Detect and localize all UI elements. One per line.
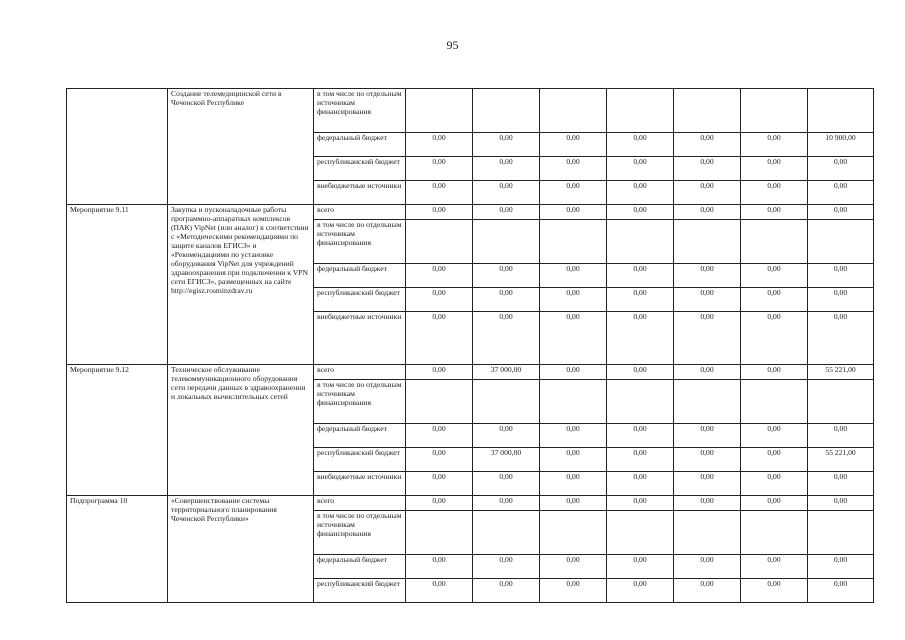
amount-cell: 0,00 [540, 365, 607, 380]
amount-cell: 0,00 [473, 181, 540, 205]
amount-cell: 0,00 [674, 157, 741, 181]
amount-cell: 0,00 [741, 496, 808, 511]
amount-cell: 0,00 [473, 472, 540, 496]
amount-cell: 0,00 [674, 365, 741, 380]
amount-cell: 0,00 [607, 181, 674, 205]
funding-source-cell: всего [314, 496, 406, 511]
amount-cell: 0,00 [406, 496, 473, 511]
amount-cell [674, 89, 741, 133]
page-number: 95 [446, 38, 459, 52]
amount-cell: 0,00 [473, 579, 540, 603]
table-row [67, 496, 874, 511]
amount-cell [406, 511, 473, 555]
amount-cell: 0,00 [741, 181, 808, 205]
amount-cell: 0,00 [473, 312, 540, 365]
amount-cell: 0,00 [473, 133, 540, 157]
amount-cell: 0,00 [808, 424, 874, 448]
amount-cell: 0,00 [540, 133, 607, 157]
amount-cell: 0,00 [674, 579, 741, 603]
amount-cell: 0,00 [808, 205, 874, 220]
amount-cell [607, 220, 674, 264]
program-name-cell: Закупка и пусконаладочные работы программно-аппаратных комплексов (ПАК) VipNet (или аналог) в соответствии с «Методическими рекомендациями по защите каналов ЕГИСЗ» и «Рекомендациями по установке оборудования VipNet для учреждений здравоохранения при подключении к VPN сети ЕГИСЗ», размещенных на сайте http://egisz.rosminzdrav.ru [168, 205, 314, 365]
amount-cell: 0,00 [741, 472, 808, 496]
amount-cell: 0,00 [406, 365, 473, 380]
amount-cell: 0,00 [741, 555, 808, 579]
amount-cell: 0,00 [540, 264, 607, 288]
amount-cell: 0,00 [607, 157, 674, 181]
amount-cell: 0,00 [741, 424, 808, 448]
amount-cell [406, 89, 473, 133]
amount-cell [674, 511, 741, 555]
amount-cell: 0,00 [540, 472, 607, 496]
amount-cell [473, 380, 540, 424]
amount-cell: 0,00 [674, 133, 741, 157]
amount-cell: 0,00 [607, 312, 674, 365]
amount-cell: 0,00 [674, 181, 741, 205]
amount-cell: 0,00 [607, 448, 674, 472]
amount-cell [741, 511, 808, 555]
funding-source-cell: федеральный бюджет [314, 133, 406, 157]
amount-cell: 0,00 [607, 496, 674, 511]
amount-cell: 0,00 [406, 205, 473, 220]
budget-table [66, 88, 874, 603]
amount-cell [607, 89, 674, 133]
amount-cell: 0,00 [808, 496, 874, 511]
table-row [67, 365, 874, 380]
amount-cell: 0,00 [674, 448, 741, 472]
amount-cell [741, 380, 808, 424]
amount-cell [607, 380, 674, 424]
program-name-cell: Создание телемедицинской сети в Чеченской Республике [168, 89, 314, 205]
amount-cell: 0,00 [808, 312, 874, 365]
funding-source-cell: республиканский бюджет [314, 448, 406, 472]
amount-cell: 0,00 [473, 288, 540, 312]
amount-cell: 0,00 [674, 555, 741, 579]
amount-cell: 0,00 [607, 205, 674, 220]
funding-source-cell: федеральный бюджет [314, 424, 406, 448]
amount-cell: 0,00 [607, 472, 674, 496]
amount-cell: 10 900,00 [808, 133, 874, 157]
amount-cell: 0,00 [674, 496, 741, 511]
amount-cell: 0,00 [406, 133, 473, 157]
funding-source-cell: в том числе по отдельным источникам финансирования [314, 220, 406, 264]
program-code-cell: Подпрограмма 10 [67, 496, 168, 603]
amount-cell: 55 221,00 [808, 365, 874, 380]
amount-cell: 0,00 [741, 264, 808, 288]
amount-cell [473, 511, 540, 555]
amount-cell: 0,00 [540, 496, 607, 511]
amount-cell: 0,00 [674, 288, 741, 312]
funding-source-cell: внебюджетные источники [314, 312, 406, 365]
amount-cell: 0,00 [406, 555, 473, 579]
amount-cell: 0,00 [607, 424, 674, 448]
amount-cell: 0,00 [473, 205, 540, 220]
program-code-cell: Мероприятие 9.12 [67, 365, 168, 496]
amount-cell: 0,00 [473, 264, 540, 288]
amount-cell: 0,00 [808, 472, 874, 496]
amount-cell: 0,00 [406, 181, 473, 205]
amount-cell: 0,00 [808, 181, 874, 205]
program-code-cell [67, 89, 168, 205]
funding-source-cell: республиканский бюджет [314, 579, 406, 603]
amount-cell: 0,00 [607, 133, 674, 157]
amount-cell [540, 89, 607, 133]
amount-cell [473, 220, 540, 264]
funding-source-cell: всего [314, 365, 406, 380]
amount-cell: 0,00 [674, 205, 741, 220]
amount-cell: 37 000,00 [473, 365, 540, 380]
amount-cell: 0,00 [674, 264, 741, 288]
amount-cell: 0,00 [808, 157, 874, 181]
amount-cell: 0,00 [741, 365, 808, 380]
amount-cell: 0,00 [674, 424, 741, 448]
amount-cell: 0,00 [808, 288, 874, 312]
amount-cell: 0,00 [540, 157, 607, 181]
amount-cell: 0,00 [741, 288, 808, 312]
amount-cell: 0,00 [607, 264, 674, 288]
amount-cell: 55 221,00 [808, 448, 874, 472]
amount-cell: 0,00 [406, 424, 473, 448]
amount-cell [607, 511, 674, 555]
amount-cell [406, 220, 473, 264]
amount-cell: 0,00 [540, 555, 607, 579]
amount-cell [674, 380, 741, 424]
amount-cell: 0,00 [406, 312, 473, 365]
amount-cell: 0,00 [540, 312, 607, 365]
amount-cell: 0,00 [741, 312, 808, 365]
amount-cell: 0,00 [607, 288, 674, 312]
amount-cell: 0,00 [741, 133, 808, 157]
amount-cell: 0,00 [406, 264, 473, 288]
amount-cell: 0,00 [808, 579, 874, 603]
funding-source-cell: федеральный бюджет [314, 555, 406, 579]
amount-cell: 0,00 [406, 579, 473, 603]
funding-source-cell: республиканский бюджет [314, 157, 406, 181]
amount-cell: 0,00 [540, 424, 607, 448]
funding-source-cell: в том числе по отдельным источникам финансирования [314, 89, 406, 133]
amount-cell: 0,00 [674, 472, 741, 496]
amount-cell [540, 220, 607, 264]
amount-cell [808, 380, 874, 424]
amount-cell: 0,00 [540, 288, 607, 312]
amount-cell [808, 220, 874, 264]
amount-cell: 0,00 [473, 424, 540, 448]
funding-source-cell: федеральный бюджет [314, 264, 406, 288]
amount-cell: 0,00 [540, 448, 607, 472]
amount-cell [808, 89, 874, 133]
table-row [67, 89, 874, 133]
amount-cell: 0,00 [540, 579, 607, 603]
amount-cell: 0,00 [808, 555, 874, 579]
table-row [67, 205, 874, 220]
amount-cell [473, 89, 540, 133]
funding-source-cell: республиканский бюджет [314, 288, 406, 312]
amount-cell: 0,00 [406, 288, 473, 312]
amount-cell: 0,00 [473, 157, 540, 181]
program-name-cell: «Совершенствование системы территориального планирования Чеченской Республики» [168, 496, 314, 603]
program-code-cell: Мероприятие 9.11 [67, 205, 168, 365]
funding-source-cell: в том числе по отдельным источникам финансирования [314, 511, 406, 555]
amount-cell: 0,00 [808, 264, 874, 288]
funding-source-cell: внебюджетные источники [314, 472, 406, 496]
amount-cell [741, 220, 808, 264]
amount-cell: 0,00 [741, 157, 808, 181]
amount-cell: 0,00 [607, 365, 674, 380]
amount-cell [540, 511, 607, 555]
amount-cell: 0,00 [741, 579, 808, 603]
amount-cell [808, 511, 874, 555]
amount-cell: 0,00 [674, 312, 741, 365]
amount-cell: 0,00 [741, 205, 808, 220]
amount-cell: 0,00 [607, 579, 674, 603]
amount-cell: 0,00 [540, 181, 607, 205]
funding-source-cell: внебюджетные источники [314, 181, 406, 205]
amount-cell: 0,00 [473, 555, 540, 579]
amount-cell: 37 000,00 [473, 448, 540, 472]
amount-cell: 0,00 [741, 448, 808, 472]
amount-cell: 0,00 [406, 157, 473, 181]
amount-cell: 0,00 [473, 496, 540, 511]
amount-cell: 0,00 [607, 555, 674, 579]
amount-cell: 0,00 [406, 472, 473, 496]
amount-cell [406, 380, 473, 424]
program-name-cell: Техническое обслуживание телекоммуникационного оборудования сети передачи данных в здравоохранении и локальных вычислительных сетей [168, 365, 314, 496]
amount-cell: 0,00 [540, 205, 607, 220]
amount-cell [540, 380, 607, 424]
funding-source-cell: в том числе по отдельным источникам финансирования [314, 380, 406, 424]
amount-cell [674, 220, 741, 264]
amount-cell [741, 89, 808, 133]
funding-source-cell: всего [314, 205, 406, 220]
budget-table-body [67, 89, 874, 603]
amount-cell: 0,00 [406, 448, 473, 472]
